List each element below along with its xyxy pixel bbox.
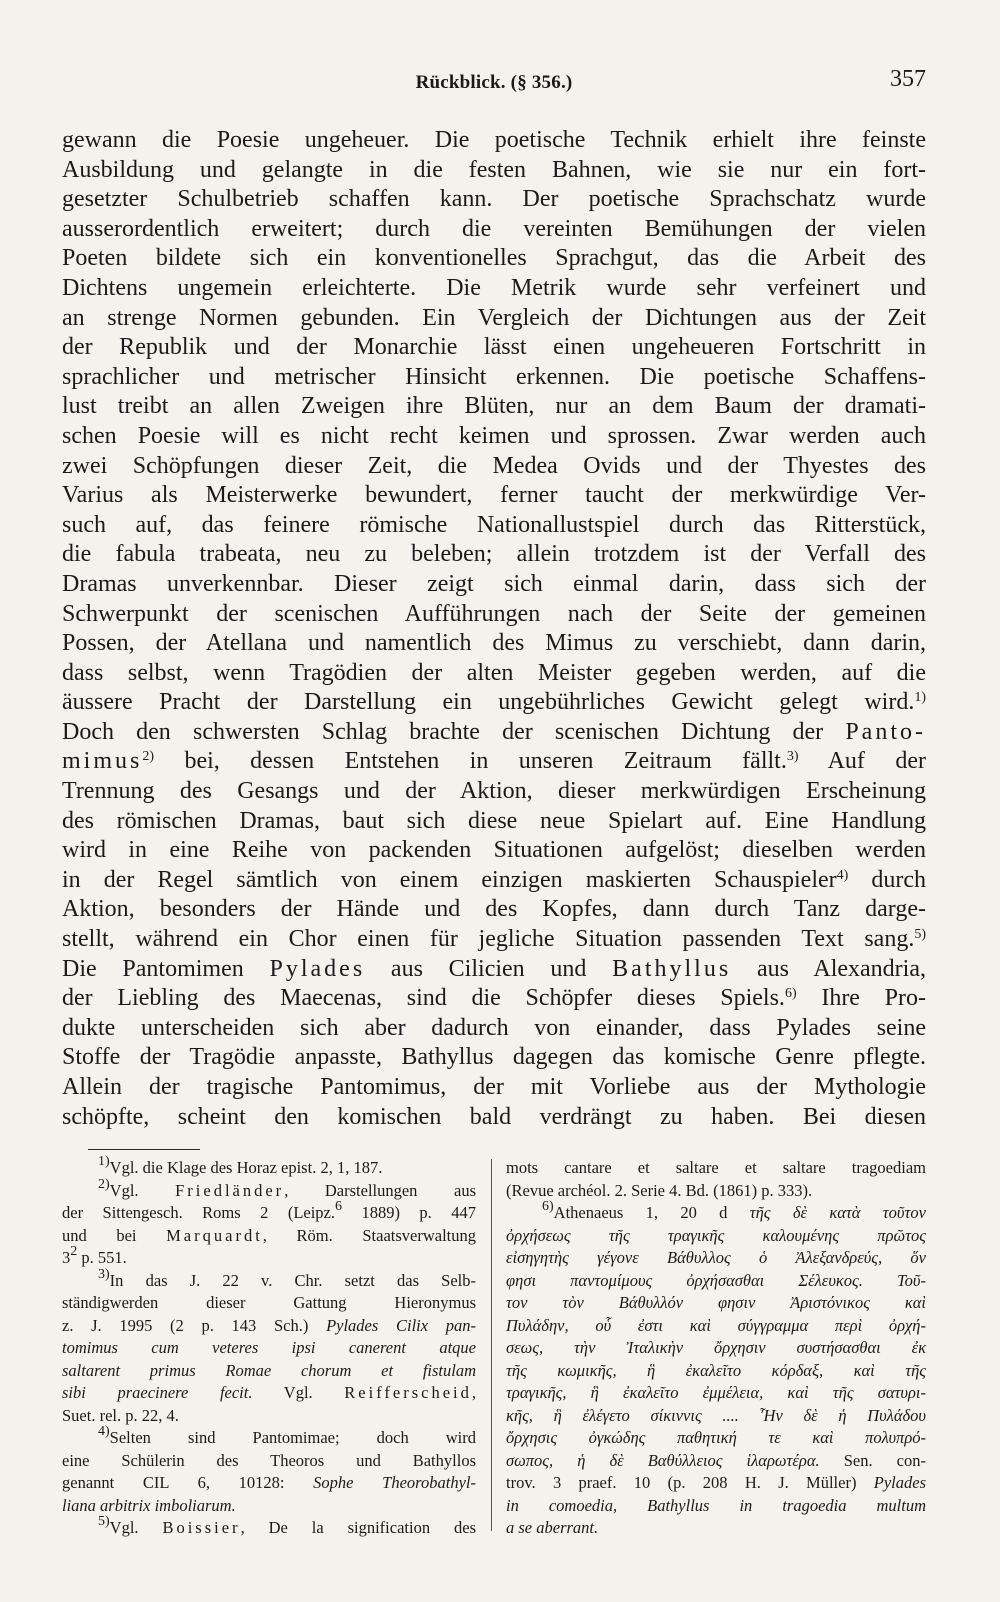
footnote-text: Athenaeus 1, 20 d — [553, 1203, 750, 1222]
text-line: wird in eine Reihe von packenden Situationen aufgelöst; dieselben werden — [62, 837, 926, 864]
footnote-4 — [62, 1424, 476, 1450]
page-number: 357 — [890, 66, 926, 92]
text-fragment: der Liebling des Maecenas, sind die Schöpfer dieses Spiels. — [62, 985, 785, 1012]
footnote-6 — [506, 1199, 926, 1225]
footnote-line — [62, 1225, 476, 1248]
text-line: dass selbst, wenn Tragödien der alten Meister gegeben werden, auf die — [62, 659, 926, 686]
footnote-line — [62, 1199, 476, 1225]
text-fragment: aus Cilicien und — [365, 955, 613, 982]
text-fragment: Die Pantomimen — [62, 955, 244, 982]
footnote-line — [62, 1382, 476, 1405]
greek-quote: ὄρχησις ὀγκώδης παθητική τε καὶ πολυπρό- — [506, 1428, 926, 1447]
footnote-ref: 4) — [836, 867, 849, 883]
footnote-text: , Darstellungen aus — [284, 1180, 476, 1200]
footnote-line — [506, 1225, 926, 1248]
footnote-line — [506, 1270, 926, 1293]
footnote-mark: 3) — [98, 1266, 110, 1282]
spaced-term: Panto- — [845, 718, 926, 745]
greek-quote: τῆς κωμικῆς, ἣ ἐκαλεῖτο κόρδαξ, καὶ τῆς — [506, 1360, 926, 1380]
spaced-term: mimus — [62, 748, 143, 775]
footnote-text: Sen. con- — [819, 1450, 927, 1470]
latin-quote: sibi praecinere fecit. — [62, 1383, 253, 1402]
footnote-line — [506, 1472, 926, 1495]
footnote-text: Vgl. die Klage des Horaz epist. 2, 1, 187. — [109, 1158, 383, 1177]
footnote-ref: 2) — [142, 749, 155, 765]
author-name: Friedländer — [175, 1180, 285, 1200]
latin-quote: Sophe Theorobathyl- — [313, 1473, 476, 1492]
greek-quote: εἰσηγητὴς γέγονε Βάθυλλος ὁ Ἀλεξανδρεύς, ὅν — [506, 1248, 926, 1267]
text-line: Allein der tragische Pantomimus, der mit Vorliebe aus der Mythologie — [62, 1074, 926, 1100]
text-line: Varius als Meisterwerke bewundert, ferner taucht der merkwürdige Ver- — [62, 482, 926, 509]
footnote-line — [62, 1315, 476, 1338]
footnote-line — [506, 1360, 926, 1383]
text-line — [62, 955, 926, 985]
text-line: Trennung des Gesangs und der Aktion, dieser merkwürdigen Erscheinung — [62, 778, 926, 805]
text-line: Dramas unverkennbar. Dieser zeigt sich einmal darin, dass sich der — [62, 570, 926, 597]
footnote-1 — [62, 1154, 476, 1180]
text-fragment: Doch den schwersten Schlag brachte der scenischen Dichtung der — [62, 718, 824, 745]
edition-mark: 6 — [335, 1199, 343, 1214]
text-line: schen Poesie will es nicht recht keimen und sprossen. Zwar werden auch — [62, 422, 926, 449]
latin-quote: Pylades — [873, 1473, 926, 1492]
footnote-text: p. 551. — [77, 1248, 127, 1267]
text-line: Ausbildung und gelangte in die festen Bahnen, wie sie nur ein fort- — [62, 156, 926, 183]
footnote-line — [506, 1247, 926, 1270]
text-line: ausserordentlich erweitert; durch die vereinten Bemühungen der vielen — [62, 215, 926, 242]
footnote-line — [506, 1517, 926, 1540]
footnote-mark: 1) — [98, 1154, 110, 1169]
spaced-term: Pylades — [269, 955, 366, 982]
footnote-line — [62, 1472, 476, 1495]
footnote-text: der Sittengesch. Roms 2 (Leipz. — [62, 1203, 336, 1222]
greek-quote: ὀρχήσεως τῆς τραγικῆς καλουμένης πρῶτος — [506, 1225, 926, 1245]
footnote-5 — [62, 1514, 476, 1540]
footnote-text: Vgl. — [109, 1518, 163, 1537]
footnote-line — [506, 1315, 926, 1338]
text-fragment: stellt, während ein Chor einen für jegliche Situation passenden Text sang. — [62, 926, 915, 953]
footnote-text: 1889) p. 447 — [342, 1203, 476, 1222]
spaced-term: Bathyllus — [612, 955, 732, 982]
text-line: Schwerpunkt der scenischen Aufführungen nach der Seite der gemeinen — [62, 600, 926, 627]
text-line: lust treibt an allen Zweigen ihre Blüten, nur an dem Baum der dramati- — [62, 393, 926, 420]
edition-mark: 2 — [70, 1244, 78, 1259]
text-line: der Republik und der Monarchie lässt einen ungeheueren Fortschritt in — [62, 334, 926, 361]
footnote-mark: 2) — [98, 1176, 110, 1192]
greek-quote: τον τὸν Βάθυλλόν φησιν Ἀριστόνικος καὶ — [506, 1293, 926, 1312]
text-fragment: bei, dessen Entstehen in unseren Zeitraum fällt. — [154, 748, 787, 775]
footnote-text: Selten sind Pantomimae; doch wird — [109, 1428, 476, 1447]
footnotes-left-column — [62, 1154, 476, 1540]
footnote-line — [506, 1450, 926, 1473]
latin-quote: saltarent primus Romae chorum et fistulam — [62, 1360, 476, 1380]
footnote-line — [62, 1495, 476, 1518]
footnote-line — [62, 1360, 476, 1383]
footnote-mark: 5) — [98, 1514, 110, 1529]
latin-quote: tomimus cum veteres ipsi canerent atque — [62, 1338, 476, 1357]
footnote-line — [62, 1337, 476, 1360]
footnote-text: , — [471, 1383, 476, 1402]
text-fragment: in der Regel sämtlich von einem einzigen maskierten Schauspieler — [62, 866, 837, 893]
footnote-text: Vgl. — [252, 1383, 345, 1402]
text-line: an strenge Normen gebunden. Ein Vergleich der Dichtungen aus der Zeit — [62, 304, 926, 331]
text-line — [62, 866, 926, 896]
footnote-line — [506, 1495, 926, 1518]
footnotes-right-column — [506, 1157, 926, 1540]
text-line — [62, 747, 926, 777]
footnote-text: In das J. 22 v. Chr. setzt das Selb- — [109, 1270, 476, 1290]
text-line — [62, 718, 926, 748]
footnote-text: z. J. 1995 (2 p. 143 Sch.) — [62, 1315, 327, 1335]
text-fragment: durch — [848, 866, 926, 893]
footnote-mark: 6) — [542, 1199, 554, 1214]
text-line: gesetzter Schulbetrieb schaffen kann. Der poetische Sprachschatz wurde — [62, 186, 926, 213]
footnote-text: , De la signification des — [240, 1518, 476, 1537]
main-text — [62, 126, 926, 1132]
footnote-line — [62, 1244, 476, 1270]
footnote-column-divider — [491, 1159, 492, 1531]
running-header — [62, 66, 926, 98]
footnote-ref: 3) — [786, 749, 799, 765]
latin-quote: a se aberrant. — [506, 1518, 599, 1537]
greek-quote: τραγικῆς, ἣ ἐκαλεῖτο ἐμμέλεια, καὶ τῆς σατυρι- — [506, 1383, 926, 1402]
footnote-line: ständigwerden dieser Gattung Hieronymus — [62, 1293, 476, 1312]
footnote-line — [506, 1337, 926, 1360]
footnote-line: mots cantare et saltare et saltare tragoediam — [506, 1158, 926, 1177]
footnote-ref: 6) — [784, 986, 797, 1002]
greek-quote: σεως, τὴν Ἰταλικὴν ὄρχησιν συστήσασθαι ἐκ — [506, 1338, 926, 1357]
text-line: die fabula trabeata, neu zu beleben; allein trotzdem ist der Verfall des — [62, 541, 926, 568]
latin-quote: Pylades Cilix pan- — [326, 1315, 476, 1335]
footnote-text: Vgl. — [109, 1180, 176, 1200]
footnote-line: Suet. rel. p. 22, 4. — [62, 1405, 179, 1425]
text-line: Stoffe der Tragödie anpasste, Bathyllus dagegen das komische Genre pflegte. — [62, 1044, 926, 1071]
text-line — [62, 688, 926, 718]
text-line: Possen, der Atellana und namentlich des Mimus zu verschiebt, dann darin, — [62, 630, 926, 657]
greek-quote: τῆς δὲ κατὰ τοῦτον — [749, 1203, 926, 1222]
footnote-ref: 5) — [914, 927, 926, 943]
text-fragment: Auf der — [798, 748, 926, 775]
footnote-text: , Röm. Staatsverwaltung — [262, 1225, 476, 1245]
text-line: Poeten bildete sich ein konventionelles Sprachgut, das die Arbeit des — [62, 245, 926, 272]
greek-quote: φησι παντομίμους ὀρχήσασθαι Σέλευκος. Τοῦ- — [506, 1270, 926, 1290]
text-line: such auf, das feinere römische Nationallustspiel durch das Ritterstück, — [62, 511, 926, 538]
footnote-line: (Revue archéol. 2. Serie 4. Bd. (1861) p. 333). — [506, 1180, 813, 1200]
latin-quote: in comoedia, Bathyllus in tragoedia multum — [506, 1495, 926, 1515]
footnote-ref: 1) — [914, 690, 926, 706]
text-line: zwei Schöpfungen dieser Zeit, die Medea Ovids und der Thyestes des — [62, 452, 926, 479]
footnote-line — [506, 1292, 926, 1315]
author-name: Boissier — [162, 1518, 241, 1537]
footnote-3 — [62, 1266, 476, 1293]
footnote-line — [506, 1382, 926, 1405]
text-fragment: Ihre Pro- — [796, 985, 927, 1012]
text-line: des römischen Dramas, baut sich diese neue Spielart auf. Eine Handlung — [62, 807, 926, 834]
latin-quote: liana arbitrix imboliarum. — [62, 1495, 236, 1515]
text-line: Dichtens ungemein erleichterte. Die Metrik wurde sehr verfeinert und — [62, 274, 926, 301]
text-line — [62, 925, 926, 955]
author-name: Marquardt — [166, 1225, 263, 1245]
greek-quote: σωπος, ἡ δὲ Βαθύλλειος ἱλαρωτέρα. — [506, 1450, 820, 1470]
greek-quote: Πυλάδην, οὗ ἐστι καὶ σύγγραμμα περὶ ὀρχή- — [506, 1315, 926, 1335]
text-fragment: aus Alexandria, — [731, 955, 926, 982]
footnote-text: 3 — [62, 1248, 71, 1267]
text-line: gewann die Poesie ungeheuer. Die poetische Technik erhielt ihre feinste — [62, 127, 926, 153]
text-line — [62, 984, 926, 1014]
footnote-line — [506, 1405, 926, 1428]
footnote-line — [506, 1427, 926, 1450]
footnote-line: eine Schülerin des Theoros und Bathyllos — [62, 1450, 476, 1470]
footnote-text: trov. 3 praef. 10 (p. 208 H. J. Müller) — [506, 1473, 874, 1492]
footnote-2 — [62, 1176, 476, 1203]
running-title: Rückblick. (§ 356.) — [415, 72, 573, 93]
greek-quote: κῆς, ἣ ἐλέγετο σίκιννις .... Ἦν δὲ ἡ Πυλάδου — [506, 1405, 926, 1425]
footnote-text: und bei — [62, 1225, 167, 1245]
footnote-text: genannt CIL 6, 10128: — [62, 1473, 314, 1492]
text-fragment: äussere Pracht der Darstellung ein ungebührliches Gewicht gelegt wird. — [62, 689, 915, 716]
text-line: dukte unterscheiden sich aber dadurch von einander, dass Pylades seine — [62, 1014, 926, 1041]
text-line: schöpfte, scheint den komischen bald verdrängt zu haben. Bei diesen — [62, 1103, 926, 1130]
author-name: Reifferscheid — [344, 1383, 472, 1402]
text-line: sprachlicher und metrischer Hinsicht erkennen. Die poetische Schaffens- — [62, 363, 926, 390]
text-line: Aktion, besonders der Hände und des Kopfes, dann durch Tanz darge- — [62, 896, 926, 923]
footnote-divider — [88, 1149, 200, 1150]
footnote-mark: 4) — [98, 1424, 110, 1439]
